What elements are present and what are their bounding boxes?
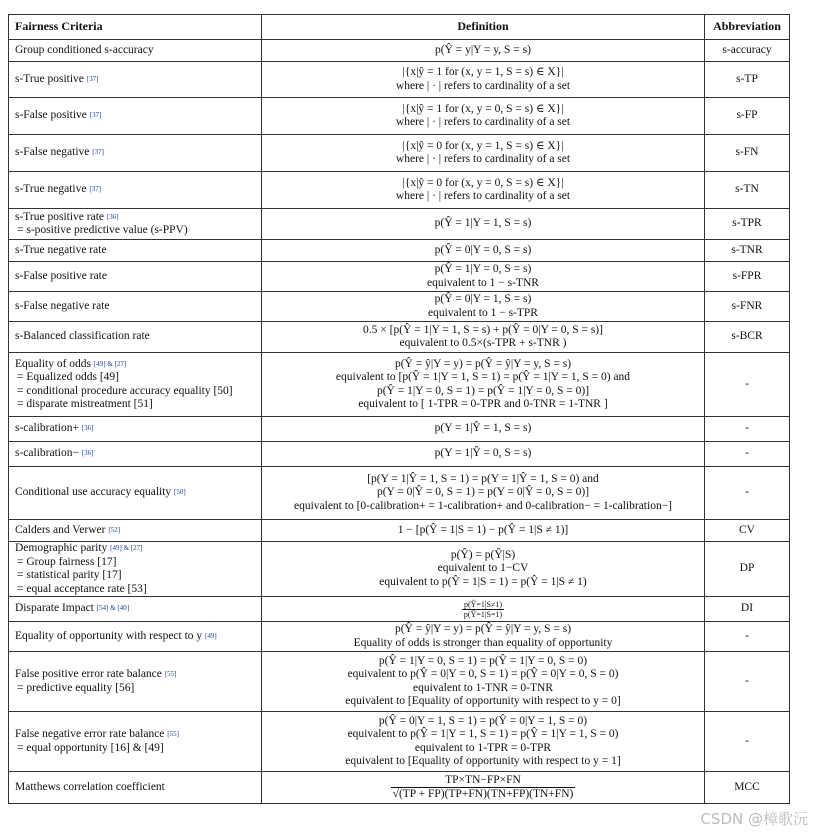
criteria-name: Matthews correlation coefficient	[15, 780, 165, 793]
abbreviation-cell: -	[705, 712, 790, 772]
abbreviation-cell: s-FP	[705, 98, 790, 135]
citation-ref[interactable]: [55]	[164, 670, 177, 678]
criteria-cell	[9, 772, 262, 804]
definition-cell	[262, 597, 705, 622]
table-row	[9, 262, 790, 292]
definition-line: equivalent to 0.5×(s-TPR + s-TNR )	[399, 337, 567, 349]
criteria-cell	[9, 442, 262, 467]
definition-cell	[262, 135, 705, 172]
criteria-alias: = equal acceptance rate [53]	[17, 582, 147, 595]
criteria-name: s-True negative	[15, 183, 87, 196]
definition-line: p(Ŷ = 1|Y = 0, S = 1) = p(Ŷ = 1|Y = 0, S = 0)]	[376, 384, 590, 397]
criteria-name: s-True positive	[15, 72, 84, 85]
citation-ref[interactable]: [36]	[106, 212, 119, 221]
abbreviation-cell: s-TN	[705, 172, 790, 209]
criteria-alias: = equal opportunity [16] & [49]	[17, 741, 164, 754]
table-header-row	[9, 15, 790, 40]
definition-line: p(Y = 1|Ŷ = 1, S = s)	[434, 422, 532, 435]
table-row	[9, 292, 790, 322]
definition-line: p(Ŷ = 1|Y = 0, S = s)	[434, 263, 532, 275]
criteria-alias: = statistical parity [17]	[17, 569, 122, 581]
abbreviation-cell: s-BCR	[705, 322, 790, 353]
definition-line: 1 − [p(Ŷ = 1|S = 1) − p(Ŷ = 1|S ≠ 1)]	[397, 523, 569, 536]
table-row	[9, 467, 790, 520]
definition-line: p(Y = 1|Ŷ = 0, S = s)	[434, 447, 532, 460]
abbreviation-cell: -	[705, 353, 790, 417]
definition-line: p(Ŷ = ŷ|Y = y) = p(Ŷ = ŷ|Y = y, S = s)	[394, 357, 572, 370]
definition-cell	[262, 240, 705, 262]
criteria-cell	[9, 322, 262, 353]
table-row	[9, 353, 790, 417]
abbreviation-cell: s-accuracy	[705, 40, 790, 62]
header-criteria: Fairness Criteria	[9, 15, 262, 40]
definition-line: equivalent to 1-TPR = 0-TPR	[414, 741, 552, 754]
criteria-alias: = predictive equality [56]	[17, 681, 135, 694]
definition-line: p(Y = 0|Ŷ = 0, S = 1) = p(Y = 0|Ŷ = 0, S = 0)]	[376, 486, 590, 499]
abbreviation-cell: s-FPR	[705, 262, 790, 292]
definition-cell	[262, 322, 705, 353]
criteria-cell	[9, 467, 262, 520]
definition-cell	[262, 652, 705, 712]
criteria-alias: = s-positive predictive value (s-PPV)	[17, 224, 188, 236]
fraction-numerator: p(Ŷ=1|S≠1)	[462, 600, 504, 610]
criteria-name: Disparate Impact	[15, 602, 94, 615]
criteria-name: s-False positive rate	[15, 269, 107, 282]
definition-line: where | · | refers to cardinality of a set	[395, 116, 571, 128]
citation-ref[interactable]: [49] & [27]	[93, 359, 127, 368]
table-row	[9, 597, 790, 622]
table-row	[9, 542, 790, 597]
definition-line: p(Ŷ = 0|Y = 1, S = s)	[434, 293, 532, 305]
criteria-cell	[9, 209, 262, 240]
definition-line: p(Ŷ = 1|Y = 0, S = 1) = p(Ŷ = 1|Y = 0, S = 0)	[378, 654, 588, 667]
definition-line: equivalent to 1 − s-TNR	[427, 276, 539, 289]
definition-line: p(Ŷ = 0|Y = 0, S = s)	[434, 243, 532, 256]
criteria-cell	[9, 40, 262, 62]
definition-line: equivalent to [Equality of opportunity with respect to y = 0]	[345, 695, 621, 707]
criteria-cell	[9, 135, 262, 172]
criteria-cell	[9, 520, 262, 542]
table-body	[9, 40, 790, 804]
criteria-cell	[9, 622, 262, 652]
citation-ref[interactable]: [37]	[89, 111, 102, 120]
citation-ref[interactable]: [37]	[92, 148, 104, 157]
abbreviation-cell: -	[705, 622, 790, 652]
citation-ref[interactable]: [49]	[205, 631, 217, 640]
watermark: CSDN @樟歌沅	[700, 810, 808, 828]
criteria-name: s-True negative rate	[15, 243, 107, 256]
header-abbreviation: Abbreviation	[705, 15, 790, 40]
definition-line: equivalent to 1-TNR = 0-TNR	[413, 681, 553, 694]
definition-cell	[262, 209, 705, 240]
definition-line: p(Ŷ = y|Y = y, S = s)	[435, 43, 531, 56]
abbreviation-cell: DP	[705, 542, 790, 597]
table-row	[9, 135, 790, 172]
definition-cell	[262, 467, 705, 520]
definition-fraction	[462, 600, 504, 619]
table-row	[9, 442, 790, 467]
definition-line: p(Ŷ) = p(Ŷ|S)	[450, 548, 516, 561]
abbreviation-cell: -	[705, 652, 790, 712]
table-row	[9, 62, 790, 98]
definition-line: p(Ŷ = 1|Y = 1, S = s)	[434, 217, 532, 230]
criteria-name: s-Balanced classification rate	[15, 330, 150, 343]
definition-cell	[262, 172, 705, 209]
criteria-name: Demographic parity	[15, 542, 108, 554]
table-row	[9, 98, 790, 135]
abbreviation-cell: -	[705, 442, 790, 467]
definition-line: equivalent to [ 1-TPR = 0-TPR and 0-TNR = 1-TNR ]	[358, 398, 608, 410]
abbreviation-cell: s-FNR	[705, 292, 790, 322]
criteria-alias: = Group fairness [17]	[17, 555, 117, 568]
table-row	[9, 240, 790, 262]
fraction-numerator: TP×TN−FP×FN	[391, 774, 576, 789]
definition-line: equivalent to [0-calibration+ = 1-calibration+ and 0-calibration− = 1-calibration−]	[293, 499, 673, 512]
abbreviation-cell: s-TPR	[705, 209, 790, 240]
header-definition: Definition	[262, 15, 705, 40]
criteria-cell	[9, 240, 262, 262]
citation-ref[interactable]: [37]	[86, 74, 99, 83]
definition-cell	[262, 622, 705, 652]
definition-line: |{x|ŷ = 0 for (x, y = 0, S = s) ∈ X}|	[402, 176, 564, 189]
table-row	[9, 172, 790, 209]
abbreviation-cell: s-FN	[705, 135, 790, 172]
abbreviation-cell: -	[705, 417, 790, 442]
criteria-name: Conditional use accuracy equality	[15, 486, 172, 499]
abbreviation-cell: -	[705, 467, 790, 520]
citation-ref[interactable]: [55]	[167, 730, 179, 738]
definition-line: [p(Y = 1|Ŷ = 1, S = 1) = p(Y = 1|Ŷ = 1, S = 0) and	[367, 472, 599, 485]
criteria-alias: = Equalized odds [49]	[17, 371, 119, 383]
definition-line: equivalent to p(Ŷ = 1|S = 1) = p(Ŷ = 1|S ≠ 1)	[379, 575, 587, 588]
table-row	[9, 209, 790, 240]
definition-cell	[262, 98, 705, 135]
criteria-name: False positive error rate balance	[15, 668, 162, 680]
table-row	[9, 712, 790, 772]
citation-ref[interactable]: [52]	[108, 525, 121, 534]
definition-cell	[262, 520, 705, 542]
criteria-name: s-False negative	[15, 146, 90, 159]
table-row	[9, 772, 790, 804]
citation-ref[interactable]: [54] & [40]	[96, 604, 130, 613]
criteria-name: s-calibration−	[15, 447, 79, 460]
abbreviation-cell: s-TNR	[705, 240, 790, 262]
definition-line: equivalent to 1 − s-TPR	[428, 306, 538, 319]
definition-line: equivalent to [p(Ŷ = 1|Y = 1, S = 1) = p(Ŷ = 1|Y = 1, S = 0) and	[335, 371, 631, 383]
definition-cell	[262, 542, 705, 597]
definition-line: |{x|ŷ = 0 for (x, y = 1, S = s) ∈ X}|	[402, 139, 564, 152]
definition-cell	[262, 417, 705, 442]
definition-line: p(Ŷ = ŷ|Y = y) = p(Ŷ = ŷ|Y = y, S = s)	[394, 623, 572, 635]
definition-line: where | · | refers to cardinality of a set	[395, 153, 571, 165]
table-row	[9, 417, 790, 442]
criteria-name: s-calibration+	[15, 422, 79, 435]
definition-cell	[262, 442, 705, 467]
table-row	[9, 652, 790, 712]
abbreviation-cell: MCC	[705, 772, 790, 804]
criteria-name: False negative error rate balance	[15, 728, 165, 740]
fairness-criteria-table	[8, 14, 790, 804]
definition-line: equivalent to p(Ŷ = 0|Y = 0, S = 1) = p(Ŷ = 0|Y = 0, S = 0)	[347, 668, 619, 680]
criteria-cell	[9, 172, 262, 209]
criteria-cell	[9, 292, 262, 322]
abbreviation-cell: s-TP	[705, 62, 790, 98]
definition-fraction	[391, 774, 576, 802]
criteria-cell	[9, 62, 262, 98]
definition-line: 0.5 × [p(Ŷ = 1|Y = 1, S = s) + p(Ŷ = 0|Y = 0, S = s)]	[363, 323, 603, 336]
criteria-cell	[9, 597, 262, 622]
abbreviation-cell: DI	[705, 597, 790, 622]
definition-cell	[262, 353, 705, 417]
criteria-name: Calders and Verwer	[15, 523, 106, 536]
criteria-cell	[9, 262, 262, 292]
citation-ref[interactable]: [49] & [27]	[110, 544, 143, 552]
fraction-denominator: p(Ŷ=1|S=1)	[463, 609, 503, 619]
definition-line: equivalent to 1−CV	[437, 562, 529, 575]
criteria-name: Equality of opportunity with respect to y	[15, 629, 203, 642]
definition-cell	[262, 292, 705, 322]
definition-line: |{x|ŷ = 1 for (x, y = 1, S = s) ∈ X}|	[402, 66, 564, 78]
definition-line: where | · | refers to cardinality of a set	[395, 79, 571, 92]
citation-ref[interactable]: [36]	[81, 449, 94, 458]
criteria-cell	[9, 652, 262, 712]
definition-line: equivalent to [Equality of opportunity with respect to y = 1]	[345, 755, 621, 767]
definition-line: equivalent to p(Ŷ = 1|Y = 1, S = 1) = p(Ŷ = 1|Y = 1, S = 0)	[347, 728, 619, 740]
table-row	[9, 40, 790, 62]
fraction-denominator: √(TP + FP)(TP+FN)(TN+FP)(TN+FN)	[392, 788, 574, 800]
definition-line: |{x|ŷ = 1 for (x, y = 0, S = s) ∈ X}|	[402, 102, 564, 115]
criteria-name: s-False positive	[15, 109, 87, 122]
definition-line: Equality of odds is stronger than equality of opportunity	[353, 636, 613, 649]
criteria-name: s-True positive rate	[15, 210, 105, 223]
definition-cell	[262, 62, 705, 98]
citation-ref[interactable]: [50]	[174, 488, 186, 497]
definition-cell	[262, 40, 705, 62]
criteria-alias: = conditional procedure accuracy equality [50]	[17, 384, 233, 397]
criteria-cell	[9, 98, 262, 135]
definition-line: p(Ŷ = 0|Y = 1, S = 1) = p(Ŷ = 0|Y = 1, S = 0)	[378, 714, 588, 727]
definition-cell	[262, 712, 705, 772]
definition-line: where | · | refers to cardinality of a set	[395, 190, 571, 202]
criteria-name: Group conditioned s-accuracy	[15, 43, 154, 56]
criteria-name: s-False negative rate	[15, 299, 110, 312]
abbreviation-cell: CV	[705, 520, 790, 542]
table-row	[9, 520, 790, 542]
table-row	[9, 322, 790, 353]
criteria-alias: = disparate mistreatment [51]	[17, 398, 153, 410]
criteria-cell	[9, 353, 262, 417]
citation-ref[interactable]: [37]	[89, 185, 101, 194]
citation-ref[interactable]: [36]	[81, 424, 94, 433]
table-row	[9, 622, 790, 652]
criteria-cell	[9, 417, 262, 442]
criteria-cell	[9, 542, 262, 597]
definition-cell	[262, 772, 705, 804]
criteria-cell	[9, 712, 262, 772]
definition-cell	[262, 262, 705, 292]
criteria-name: Equality of odds	[15, 357, 92, 370]
